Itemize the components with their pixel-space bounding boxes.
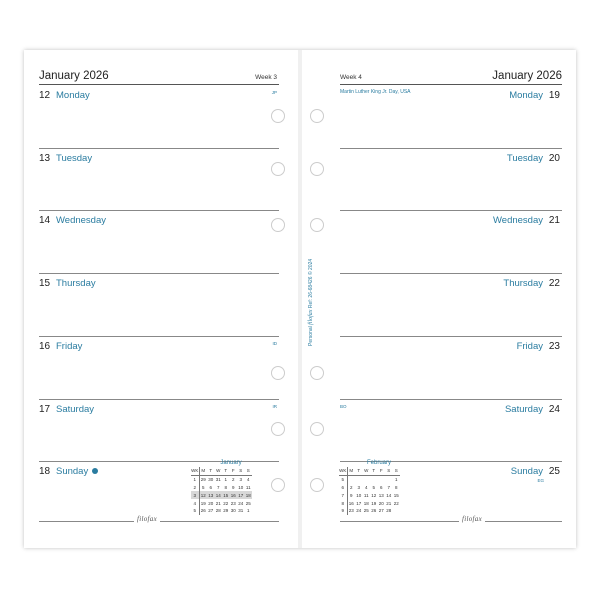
mini-calendar-header-row: [191, 467, 252, 475]
day-number: 14: [39, 215, 51, 226]
day-number: 17: [39, 404, 51, 415]
day-divider: [340, 273, 562, 274]
calendar-week-row-current: [191, 491, 252, 499]
country-tag: EG: [537, 478, 544, 483]
calendar-header: S: [245, 467, 253, 475]
calendar-header: M: [347, 467, 355, 475]
binder-hole: [271, 478, 285, 492]
day-name: Tuesday: [506, 153, 543, 164]
day-divider: [340, 399, 562, 400]
calendar-date: 6: [379, 484, 383, 490]
calendar-date: 7: [216, 484, 220, 490]
calendar-date: 7: [387, 484, 390, 490]
day-name: Monday: [56, 90, 90, 101]
calendar-date: 21: [215, 500, 221, 506]
day-number: 16: [39, 341, 51, 352]
calendar-week-row: [191, 507, 252, 515]
calendar-date: 27: [378, 508, 384, 514]
calendar-date: 10: [238, 484, 244, 490]
calendar-header: M: [199, 467, 207, 475]
calendar-date: 28: [386, 508, 392, 514]
calendar-header: WK: [339, 468, 347, 474]
day-wednesday-21[interactable]: [340, 210, 562, 273]
day-monday-12[interactable]: [39, 85, 279, 148]
calendar-header: T: [355, 467, 363, 475]
calendar-date: 29: [223, 508, 229, 514]
calendar-date: 14: [386, 492, 392, 498]
day-number: 23: [548, 341, 560, 352]
calendar-date: 11: [363, 492, 369, 498]
binder-hole: [310, 422, 324, 436]
left-brand-logo: filofax: [134, 515, 160, 523]
day-saturday-17[interactable]: [39, 399, 279, 462]
day-number: 22: [548, 278, 560, 289]
calendar-date: [378, 475, 386, 483]
calendar-week-row: [191, 475, 252, 483]
day-number: 12: [39, 90, 51, 101]
calendar-date: 31: [238, 508, 244, 514]
calendar-date: 1: [246, 508, 250, 514]
day-thursday-15[interactable]: [39, 273, 279, 336]
day-name: Thursday: [503, 278, 543, 289]
day-tuesday-13[interactable]: [39, 148, 279, 211]
calendar-date: 13: [378, 492, 384, 498]
day-name: Sunday: [510, 466, 543, 477]
day-friday-16[interactable]: [39, 336, 279, 399]
calendar-date: 19: [371, 500, 377, 506]
day-name: Monday: [509, 90, 543, 101]
calendar-date: 9: [231, 484, 235, 490]
calendar-header: T: [207, 467, 215, 475]
day-name: Thursday: [56, 278, 96, 289]
calendar-date: 25: [245, 500, 251, 506]
right-header: [340, 68, 562, 85]
calendar-date: 6: [209, 484, 212, 490]
week-number: 6: [339, 484, 347, 492]
day-name: Wednesday: [493, 215, 543, 226]
day-number: 21: [548, 215, 560, 226]
calendar-week-row: [339, 484, 400, 492]
binder-hole: [271, 218, 285, 232]
mini-calendar-january: [191, 460, 261, 515]
week-number: 2: [191, 484, 199, 492]
calendar-date: 12: [371, 492, 377, 498]
binder-hole: [310, 218, 324, 232]
calendar-date: 22: [393, 500, 399, 506]
calendar-date: 21: [386, 500, 392, 506]
day-name: Friday: [516, 341, 543, 352]
calendar-date: 8: [394, 484, 398, 490]
calendar-header: S: [385, 467, 393, 475]
calendar-date: 1: [224, 477, 227, 483]
calendar-date: 25: [363, 508, 369, 514]
calendar-date: [385, 475, 393, 483]
right-footer-rule: [340, 521, 562, 522]
calendar-date: 30: [208, 477, 214, 483]
day-number: 25: [548, 466, 560, 477]
left-page: [24, 50, 298, 548]
country-tag: BO: [340, 404, 347, 409]
calendar-date: 27: [208, 508, 214, 514]
calendar-date: 20: [378, 500, 384, 506]
calendar-header: S: [237, 467, 245, 475]
calendar-date: [363, 475, 371, 483]
calendar-date: 30: [230, 508, 236, 514]
day-divider: [39, 210, 279, 211]
calendar-date: 26: [200, 508, 206, 514]
calendar-header: F: [378, 467, 386, 475]
calendar-date: 23: [230, 500, 236, 506]
calendar-date: 11: [245, 484, 251, 490]
calendar-week-row: [339, 491, 400, 499]
day-tuesday-20[interactable]: [340, 148, 562, 211]
week-number: 5: [339, 475, 347, 483]
mini-calendar-grid: [339, 467, 400, 515]
day-saturday-24[interactable]: [340, 399, 562, 462]
week-number: 9: [339, 507, 347, 515]
calendar-date: 24: [356, 508, 362, 514]
calendar-date: 17: [238, 492, 244, 498]
day-name: Tuesday: [56, 153, 93, 164]
calendar-date: 23: [348, 508, 354, 514]
country-tag: ID: [272, 341, 277, 346]
country-tag: JP: [271, 90, 277, 95]
calendar-week-row: [191, 484, 252, 492]
binder-hole: [310, 366, 324, 380]
calendar-date: 16: [348, 500, 354, 506]
calendar-date: 20: [208, 500, 214, 506]
week-number: 8: [339, 499, 347, 507]
calendar-date: 10: [356, 492, 362, 498]
spine-imprint: [308, 259, 314, 346]
binder-hole: [271, 109, 285, 123]
day-divider: [340, 210, 562, 211]
calendar-date: 16: [230, 492, 236, 498]
day-name: Friday: [56, 341, 83, 352]
mini-calendar-grid: [191, 467, 252, 515]
day-friday-23[interactable]: [340, 336, 562, 399]
calendar-date: 24: [238, 500, 244, 506]
left-header: [39, 68, 279, 85]
day-thursday-22[interactable]: [340, 273, 562, 336]
day-wednesday-14[interactable]: [39, 210, 279, 273]
right-month-title: January 2026: [492, 70, 562, 82]
day-number: 15: [39, 278, 51, 289]
week-number: 5: [191, 507, 199, 515]
right-brand-logo: filofax: [459, 515, 485, 523]
calendar-date: 3: [239, 477, 242, 483]
calendar-date: 15: [223, 492, 229, 498]
calendar-date: [347, 475, 355, 483]
spine-brand-logo: filofax: [308, 309, 314, 325]
binder-hole: [271, 366, 285, 380]
mini-calendar-header-row: [339, 467, 400, 475]
calendar-date: 13: [208, 492, 214, 498]
calendar-date: [370, 475, 378, 483]
day-name: Wednesday: [56, 215, 106, 226]
spine-size: Personal: [308, 326, 314, 346]
day-divider: [39, 399, 279, 400]
calendar-date: 17: [356, 500, 362, 506]
calendar-header: S: [393, 467, 401, 475]
calendar-date: 14: [215, 492, 221, 498]
calendar-date: 5: [201, 484, 205, 490]
day-number: 24: [548, 404, 560, 415]
calendar-header: WK: [191, 468, 199, 474]
calendar-date: [393, 507, 401, 515]
calendar-date: [355, 475, 363, 483]
calendar-date: 18: [363, 500, 369, 506]
mini-calendar-title: January: [220, 460, 242, 466]
calendar-header: F: [230, 467, 238, 475]
day-number: 18: [39, 466, 51, 477]
week-number: 4: [191, 499, 199, 507]
calendar-date: 5: [372, 484, 375, 490]
calendar-date: 12: [200, 492, 206, 498]
week-number: 7: [339, 491, 347, 499]
calendar-date: 2: [231, 477, 235, 483]
binder-hole: [271, 422, 285, 436]
calendar-date: 28: [215, 508, 221, 514]
calendar-week-row: [339, 475, 400, 483]
day-number: 13: [39, 153, 51, 164]
calendar-date: 2: [349, 484, 353, 490]
mini-calendar-title: February: [366, 460, 391, 466]
country-tag: IR: [272, 404, 277, 409]
day-divider: [340, 148, 562, 149]
binder-hole: [310, 162, 324, 176]
binder-hole: [310, 109, 324, 123]
holiday-label: Martin Luther King Jr. Day, USA: [340, 89, 411, 95]
calendar-date: 4: [246, 477, 250, 483]
calendar-date: 3: [357, 484, 360, 490]
calendar-date: 22: [223, 500, 229, 506]
day-divider: [39, 148, 279, 149]
calendar-header: T: [370, 467, 378, 475]
day-divider: [39, 336, 279, 337]
left-week-label: Week 3: [255, 74, 277, 81]
calendar-header: T: [222, 467, 230, 475]
calendar-header: W: [364, 468, 369, 474]
week-number: 1: [191, 475, 199, 483]
day-divider: [39, 273, 279, 274]
new-moon-icon: [92, 468, 98, 474]
calendar-date: 8: [224, 484, 227, 490]
calendar-date: 9: [349, 492, 353, 498]
binder-hole: [310, 478, 324, 492]
mini-calendar-february: [339, 460, 409, 515]
day-name: Saturday: [56, 404, 95, 415]
calendar-week-row: [191, 499, 252, 507]
spine-copyright: © 2024: [308, 258, 314, 276]
binder-hole: [271, 162, 285, 176]
left-month-title: January 2026: [39, 70, 109, 82]
calendar-date: 15: [393, 492, 399, 498]
week-number: 3: [191, 491, 199, 499]
calendar-date: 4: [364, 484, 368, 490]
calendar-date: 31: [215, 477, 221, 483]
calendar-date: 29: [200, 477, 206, 483]
calendar-header: W: [216, 468, 221, 474]
calendar-week-row: [339, 507, 400, 515]
day-monday-19[interactable]: [340, 85, 562, 148]
day-number: 19: [548, 90, 560, 101]
right-week-label: Week 4: [340, 74, 362, 81]
diary-spread: [24, 50, 576, 548]
calendar-date: 19: [200, 500, 206, 506]
calendar-date: 1: [394, 477, 398, 483]
calendar-date: 18: [245, 492, 251, 498]
spine-ref: Ref: 26-68426: [308, 276, 314, 309]
calendar-week-row: [339, 499, 400, 507]
day-name: Saturday: [504, 404, 543, 415]
day-number: 20: [548, 153, 560, 164]
calendar-date: 26: [371, 508, 377, 514]
day-name: Sunday: [56, 466, 89, 477]
day-divider: [340, 336, 562, 337]
